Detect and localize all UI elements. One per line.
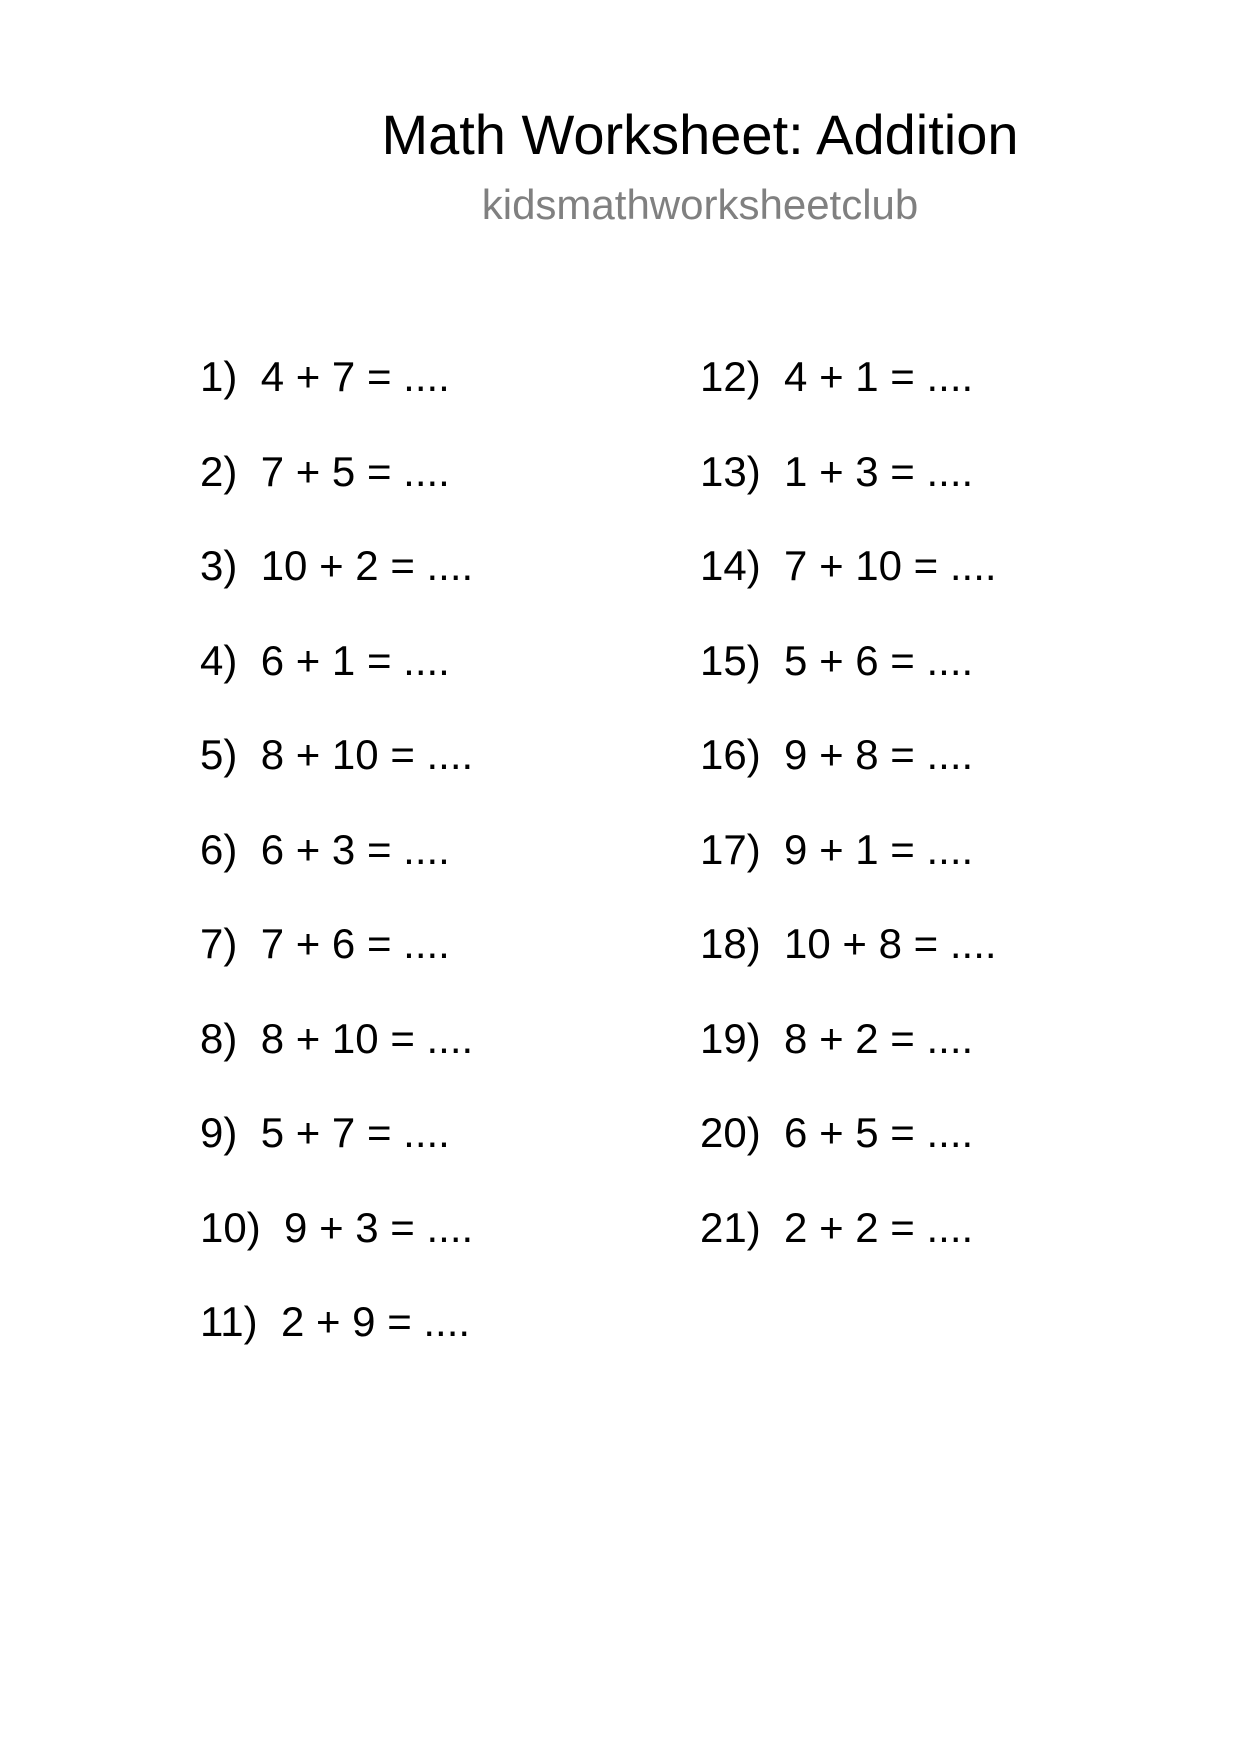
problem-item — [700, 919, 997, 969]
page-subtitle: kidsmathworksheetclub — [481, 181, 919, 228]
problem-item — [700, 541, 997, 591]
problem-item — [200, 1108, 450, 1158]
problem-expression: 7 + 6 = .... — [260, 920, 450, 967]
problem-number: 16) — [700, 731, 761, 778]
problem-number: 11) — [200, 1298, 258, 1345]
problem-expression: 5 + 7 = .... — [260, 1109, 450, 1156]
problem-number: 6) — [200, 826, 238, 873]
problem-number: 21) — [700, 1204, 761, 1251]
problem-expression: 4 + 1 = .... — [784, 353, 974, 400]
problem-number: 12) — [700, 353, 761, 400]
problem-number: 2) — [200, 448, 238, 495]
problem-expression: 9 + 1 = .... — [784, 826, 974, 873]
problem-number: 10) — [200, 1204, 261, 1251]
problem-item — [700, 1108, 973, 1158]
problem-item — [200, 1014, 473, 1064]
problem-number: 15) — [700, 637, 761, 684]
problem-item — [700, 825, 973, 875]
problem-item — [200, 541, 473, 591]
problem-expression: 8 + 10 = .... — [260, 1015, 474, 1062]
problem-expression: 10 + 2 = .... — [260, 542, 474, 589]
problem-expression: 8 + 2 = .... — [784, 1015, 974, 1062]
problem-item — [200, 636, 450, 686]
problem-expression: 7 + 5 = .... — [260, 448, 450, 495]
problem-expression: 6 + 5 = .... — [784, 1109, 974, 1156]
problem-item — [200, 919, 450, 969]
problem-item — [700, 1014, 973, 1064]
problem-item — [200, 825, 450, 875]
problem-item — [200, 730, 473, 780]
problem-item — [700, 636, 973, 686]
problem-item — [700, 447, 973, 497]
problem-number: 13) — [700, 448, 761, 495]
problem-expression: 6 + 3 = .... — [260, 826, 450, 873]
problem-expression: 2 + 9 = .... — [280, 1298, 471, 1345]
problem-number: 4) — [200, 637, 238, 684]
problem-number: 5) — [200, 731, 238, 778]
problem-item — [700, 1203, 973, 1253]
problem-item — [200, 447, 450, 497]
problem-expression: 5 + 6 = .... — [784, 637, 974, 684]
problem-expression: 1 + 3 = .... — [784, 448, 974, 495]
problem-item — [200, 1203, 473, 1253]
problem-number: 20) — [700, 1109, 761, 1156]
problem-expression: 4 + 7 = .... — [260, 353, 450, 400]
problem-expression: 7 + 10 = .... — [784, 542, 997, 589]
problem-item — [700, 352, 973, 402]
problem-number: 17) — [700, 826, 761, 873]
problem-item — [200, 352, 450, 402]
problem-expression: 2 + 2 = .... — [784, 1204, 974, 1251]
page-title: Math Worksheet: Addition — [381, 103, 1019, 166]
problem-number: 14) — [700, 542, 761, 589]
problem-number: 3) — [200, 542, 238, 589]
problem-number: 7) — [200, 920, 238, 967]
problem-expression: 6 + 1 = .... — [260, 637, 450, 684]
problem-item — [200, 1297, 470, 1347]
problem-expression: 9 + 8 = .... — [784, 731, 974, 778]
problem-number: 18) — [700, 920, 761, 967]
problem-number: 1) — [200, 353, 238, 400]
problem-expression: 8 + 10 = .... — [260, 731, 474, 778]
problem-number: 19) — [700, 1015, 761, 1062]
problem-expression: 10 + 8 = .... — [784, 920, 997, 967]
problem-number: 8) — [200, 1015, 238, 1062]
problem-number: 9) — [200, 1109, 238, 1156]
problem-item — [700, 730, 973, 780]
problem-expression: 9 + 3 = .... — [284, 1204, 474, 1251]
